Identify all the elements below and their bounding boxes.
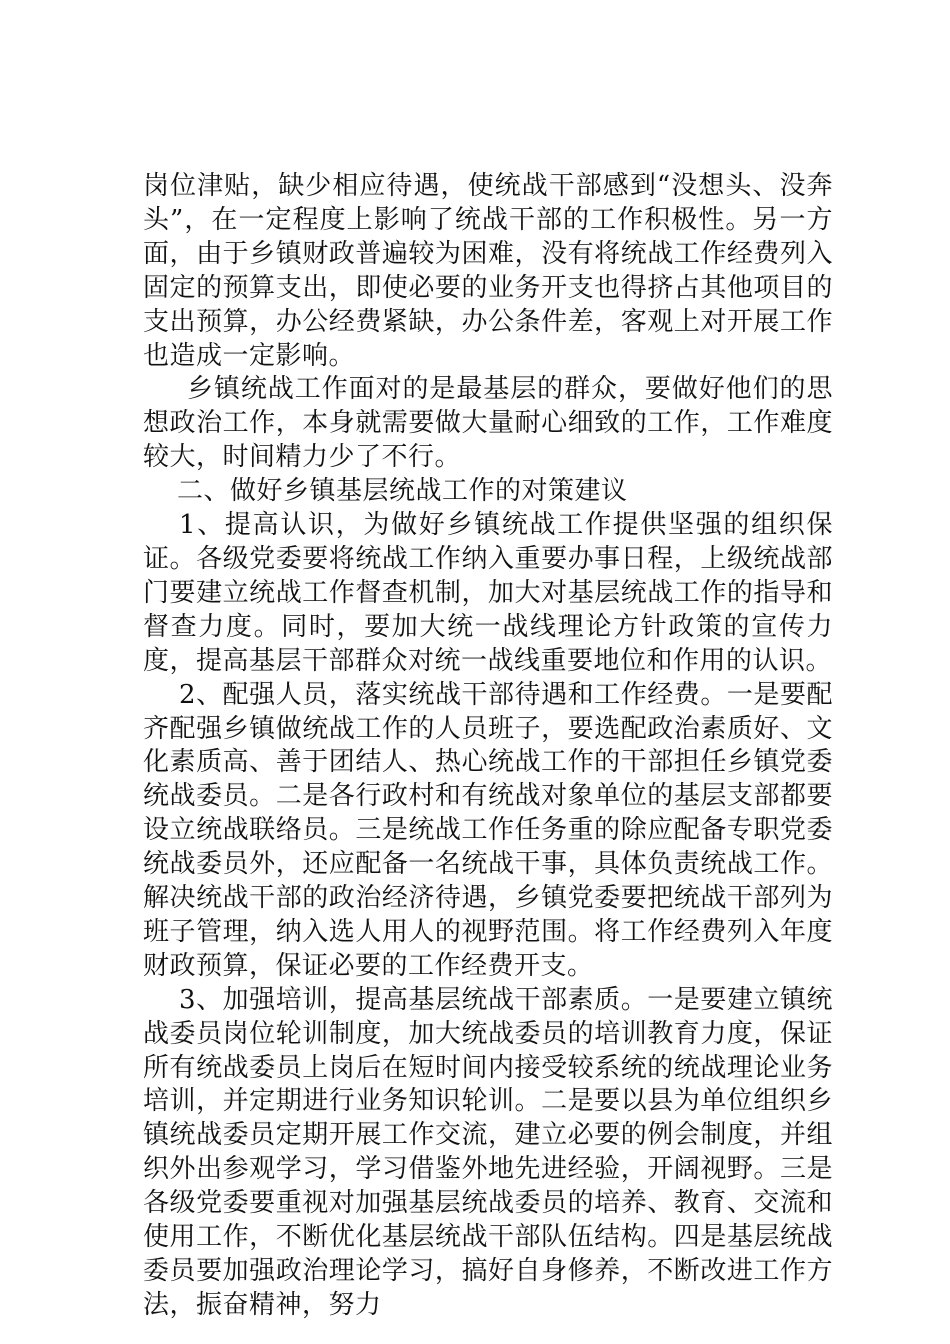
paragraph-item-1: 1、提高认识，为做好乡镇统战工作提供坚强的组织保证。各级党委要将统战工作纳入重要办事日程，上级统战部门要建立统战工作督查机制，加大对基层统战工作的指导和督查力度。同时，要加大统一战线理论方针政策的宣传力度，提高基层干部群众对统一战线重要地位和作用的认识。 <box>143 510 833 676</box>
paragraph-grassroots-work: 乡镇统战工作面对的是最基层的群众，要做好他们的思想政治工作，本身就需要做大量耐心细致的工作，工作难度较大，时间精力少了不行。 <box>143 374 833 473</box>
section-heading: 二、做好乡镇基层统战工作的对策建议 <box>177 476 628 507</box>
paragraph-item-3: 3、加强培训，提高基层统战干部素质。一是要建立镇统战委员岗位轮训制度，加大统战委员的培训教育力度，保证所有统战委员上岗后在短时间内接受较系统的统战理论业务培训，并定期进行业务知识轮训。二是要以县为单位组织乡镇统战委员定期开展工作交流，建立必要的例会制度，并组织外出参观学习，学习借鉴外地先进经验，开阔视野。三是各级党委要重视对加强基层统战委员的培养、教育、交流和使用工作，不断优化基层统战干部队伍结构。四是基层统战委员要加强政治理论学习，搞好自身修养，不断改进工作方法，振奋精神，努力 <box>143 984 833 1320</box>
paragraph-continuation: 岗位津贴，缺少相应待遇，使统战干部感到“没想头、没奔头”，在一定程度上影响了统战干部的工作积极性。另一方面，由于乡镇财政普遍较为困难，没有将统战工作经费列入固定的预算支出，即使必要的业务开支也得挤占其他项目的支出预算，办公经费紧缺，办公条件差，客观上对开展工作也造成一定影响。 <box>143 171 833 371</box>
paragraph-item-2: 2、配强人员，落实统战干部待遇和工作经费。一是要配齐配强乡镇做统战工作的人员班子，要选配政治素质好、文化素质高、善于团结人、热心统战工作的干部担任乡镇党委统战委员。二是各行政村和有统战对象单位的基层支部都要设立统战联络员。三是统战工作任务重的除应配备专职党委统战委员外，还应配备一名统战干事，具体负责统战工作。解决统战干部的政治经济待遇，乡镇党委要把统战干部列为班子管理，纳入选人用人的视野范围。将工作经费列入年度财政预算，保证必要的工作经费开支。 <box>143 679 833 981</box>
document-body <box>143 170 833 1323</box>
